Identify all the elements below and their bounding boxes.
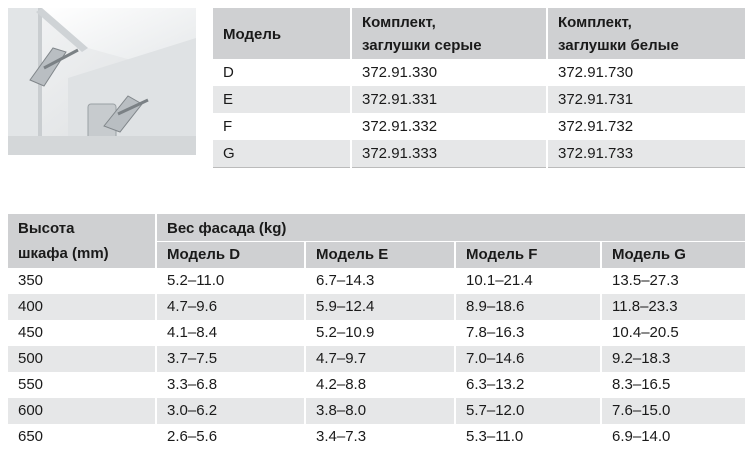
cell-weight-f: 5.7–12.0: [455, 398, 601, 424]
cell-grey-code: 372.91.330: [351, 59, 547, 86]
cell-weight-g: 10.4–20.5: [601, 320, 745, 346]
cell-weight-e: 3.8–8.0: [305, 398, 455, 424]
cell-weight-e: 3.4–7.3: [305, 424, 455, 450]
cell-grey-code: 372.91.331: [351, 86, 547, 113]
models-header-row: [213, 8, 745, 59]
header-front-weight: Вес фасада (kg): [156, 214, 745, 242]
table-row: [8, 372, 745, 398]
cell-grey-code: 372.91.333: [351, 140, 547, 168]
cell-weight-d: 3.7–7.5: [156, 346, 305, 372]
cell-weight-e: 4.7–9.7: [305, 346, 455, 372]
cell-white-code: 372.91.732: [547, 113, 745, 140]
cell-weight-d: 3.3–6.8: [156, 372, 305, 398]
table-row: [213, 59, 745, 86]
cell-weight-e: 6.7–14.3: [305, 268, 455, 294]
product-photo: [8, 8, 196, 155]
cell-model: G: [223, 145, 235, 162]
table-row: [8, 320, 745, 346]
cell-weight-g: 8.3–16.5: [601, 372, 745, 398]
cell-height: 550: [18, 376, 44, 393]
cell-weight-f: 7.0–14.6: [455, 346, 601, 372]
cell-grey-code: 372.91.332: [351, 113, 547, 140]
cell-weight-d: 5.2–11.0: [156, 268, 305, 294]
cell-weight-g: 13.5–27.3: [601, 268, 745, 294]
cell-weight-f: 5.3–11.0: [455, 424, 601, 450]
weights-table: [8, 214, 745, 450]
cell-height: 350: [18, 272, 44, 289]
cell-height: 650: [18, 428, 44, 445]
header-model: Модель: [223, 25, 282, 43]
lift-mechanism-illustration: [8, 8, 196, 155]
cell-model: D: [223, 64, 234, 81]
cell-weight-g: 7.6–15.0: [601, 398, 745, 424]
table-row: [8, 346, 745, 372]
table-row: [8, 268, 745, 294]
cell-weight-g: 6.9–14.0: [601, 424, 745, 450]
header-model-f: Модель F: [455, 242, 601, 269]
cell-weight-d: 4.1–8.4: [156, 320, 305, 346]
cell-weight-d: 2.6–5.6: [156, 424, 305, 450]
header-model-d: Модель D: [156, 242, 305, 269]
cell-weight-f: 8.9–18.6: [455, 294, 601, 320]
header-kit-grey: Комплект, заглушки серые: [351, 8, 547, 59]
table-row: [213, 140, 745, 168]
weights-header-row: [8, 214, 745, 242]
cell-white-code: 372.91.730: [547, 59, 745, 86]
cell-weight-d: 3.0–6.2: [156, 398, 305, 424]
table-row: [8, 424, 745, 450]
cell-weight-e: 5.2–10.9: [305, 320, 455, 346]
cell-weight-e: 4.2–8.8: [305, 372, 455, 398]
cell-weight-f: 6.3–13.2: [455, 372, 601, 398]
cell-weight-d: 4.7–9.6: [156, 294, 305, 320]
cell-height: 450: [18, 324, 44, 341]
cell-weight-g: 11.8–23.3: [601, 294, 745, 320]
cell-weight-f: 10.1–21.4: [455, 268, 601, 294]
table-row: [213, 86, 745, 113]
header-kit-white: Комплект, заглушки белые: [547, 8, 745, 59]
cell-weight-f: 7.8–16.3: [455, 320, 601, 346]
cell-model: E: [223, 91, 234, 108]
table-row: [8, 398, 745, 424]
cell-weight-g: 9.2–18.3: [601, 346, 745, 372]
cell-height: 600: [18, 402, 44, 419]
cell-white-code: 372.91.733: [547, 140, 745, 168]
models-table: [213, 8, 745, 168]
table-row: [213, 113, 745, 140]
header-cabinet-height: Высота шкафа (mm): [18, 220, 109, 262]
cell-height: 400: [18, 298, 44, 315]
header-model-e: Модель E: [305, 242, 455, 269]
cell-model: F: [223, 118, 233, 135]
header-model-g: Модель G: [601, 242, 745, 269]
cell-height: 500: [18, 350, 44, 367]
cell-white-code: 372.91.731: [547, 86, 745, 113]
cell-weight-e: 5.9–12.4: [305, 294, 455, 320]
table-row: [8, 294, 745, 320]
